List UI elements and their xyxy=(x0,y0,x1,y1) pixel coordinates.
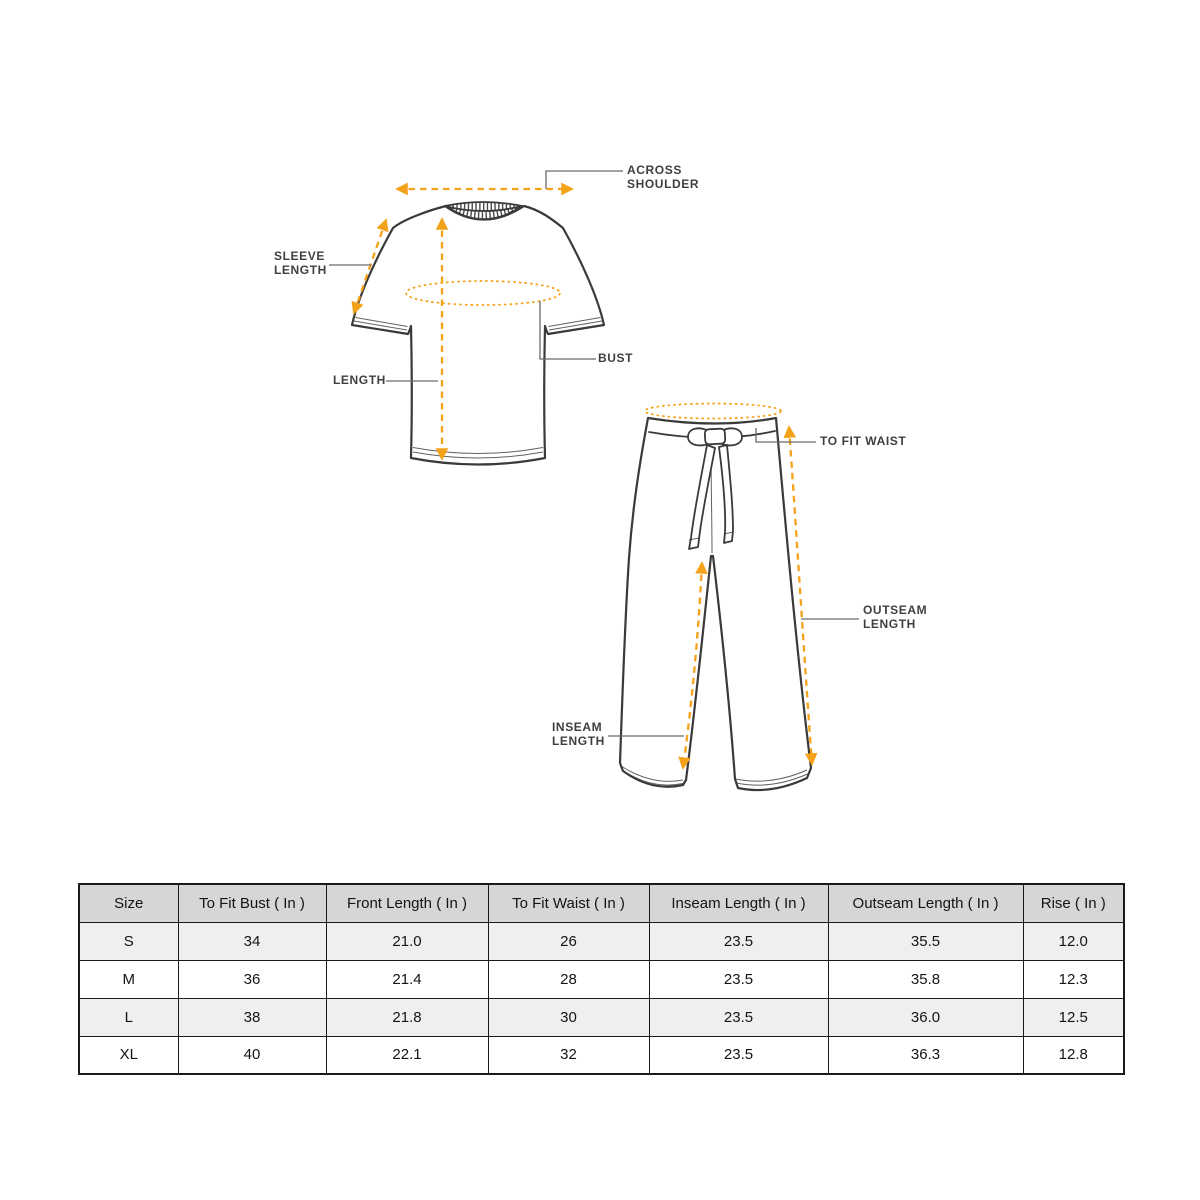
cell: 21.4 xyxy=(326,960,488,998)
cell: M xyxy=(79,960,178,998)
label-line: LENGTH xyxy=(863,617,916,631)
header-size: Size xyxy=(79,884,178,922)
cell: 36 xyxy=(178,960,326,998)
cell: 36.3 xyxy=(828,1036,1023,1074)
table-row-l xyxy=(79,998,1124,1036)
collar-back-rib xyxy=(445,206,522,207)
header-front-length: Front Length ( In ) xyxy=(326,884,488,922)
cell: 12.8 xyxy=(1023,1036,1124,1074)
waist-ellipse xyxy=(645,404,781,419)
size-table xyxy=(78,883,1125,1075)
cell: 12.5 xyxy=(1023,998,1124,1036)
cell: 23.5 xyxy=(649,1036,828,1074)
cell: 22.1 xyxy=(326,1036,488,1074)
header-rise: Rise ( In ) xyxy=(1023,884,1124,922)
label-line: LENGTH xyxy=(333,373,386,387)
label-line: INSEAM xyxy=(552,720,603,734)
label-line: OUTSEAM xyxy=(863,603,928,617)
label-line: LENGTH xyxy=(274,263,327,277)
label-line: TO FIT WAIST xyxy=(820,434,907,448)
cell: 36.0 xyxy=(828,998,1023,1036)
label-across-shoulder xyxy=(627,163,699,191)
label-line: SHOULDER xyxy=(627,177,700,191)
header-to-fit-waist: To Fit Waist ( In ) xyxy=(488,884,649,922)
table-row-xl xyxy=(79,1036,1124,1074)
header-outseam-length: Outseam Length ( In ) xyxy=(828,884,1023,922)
cell: 32 xyxy=(488,1036,649,1074)
table-row-s xyxy=(79,922,1124,960)
label-length xyxy=(333,373,386,387)
cell: 35.5 xyxy=(828,922,1023,960)
cell: 23.5 xyxy=(649,998,828,1036)
label-outseam-length xyxy=(863,603,927,631)
across-shoulder-leader xyxy=(546,171,623,189)
cell: 21.8 xyxy=(326,998,488,1036)
label-to-fit-waist xyxy=(820,434,906,448)
label-line: BUST xyxy=(598,351,634,365)
label-bust xyxy=(598,351,633,365)
cell: 21.0 xyxy=(326,922,488,960)
label-sleeve-length xyxy=(274,249,327,277)
cell: 34 xyxy=(178,922,326,960)
cell: 35.8 xyxy=(828,960,1023,998)
cell: S xyxy=(79,922,178,960)
size-table-header-row xyxy=(79,884,1124,922)
label-line: LENGTH xyxy=(552,734,605,748)
label-inseam-length xyxy=(552,720,605,748)
label-line: ACROSS xyxy=(627,163,682,177)
header-inseam-length: Inseam Length ( In ) xyxy=(649,884,828,922)
table-row-m xyxy=(79,960,1124,998)
header-to-fit-bust: To Fit Bust ( In ) xyxy=(178,884,326,922)
pants-drawing xyxy=(620,404,812,791)
cell: 38 xyxy=(178,998,326,1036)
cell: 40 xyxy=(178,1036,326,1074)
cell: 30 xyxy=(488,998,649,1036)
cell: 23.5 xyxy=(649,922,828,960)
cell: 23.5 xyxy=(649,960,828,998)
tshirt-drawing xyxy=(352,189,604,465)
cell: 12.3 xyxy=(1023,960,1124,998)
cell: L xyxy=(79,998,178,1036)
cell: 28 xyxy=(488,960,649,998)
cell: 26 xyxy=(488,922,649,960)
label-line: SLEEVE xyxy=(274,249,325,263)
cell: 12.0 xyxy=(1023,922,1124,960)
cell: XL xyxy=(79,1036,178,1074)
